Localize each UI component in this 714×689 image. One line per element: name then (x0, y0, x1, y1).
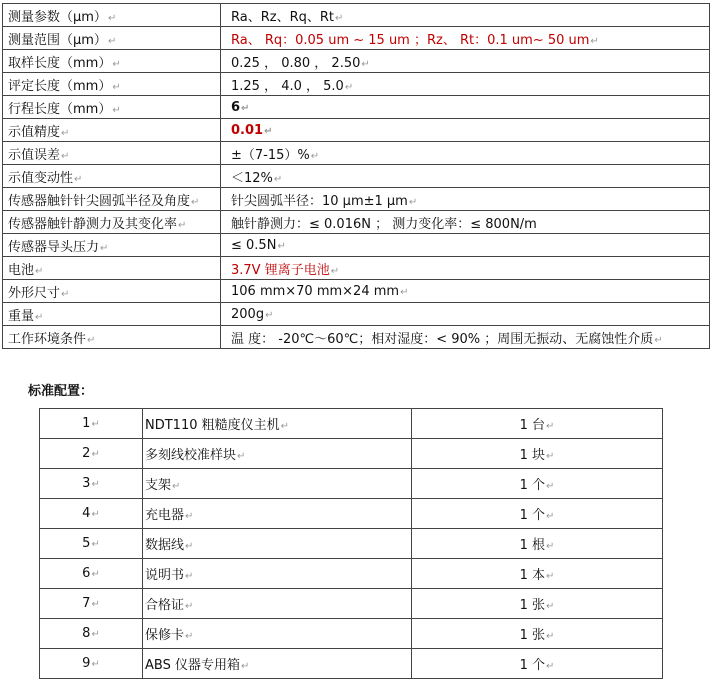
spec-label: 测量参数（μm）↵ (3, 4, 221, 27)
table-row (40, 649, 663, 679)
spec-label: 示值精度↵ (3, 119, 221, 142)
table-row (3, 27, 710, 50)
table-row (3, 303, 710, 326)
spec-value: Ra、Rz、Rq、Rt↵ (221, 4, 710, 27)
item-quantity: 1 根↵ (412, 529, 663, 559)
table-row (3, 50, 710, 73)
item-quantity: 1 台↵ (412, 409, 663, 439)
table-row (3, 73, 710, 96)
item-number: 5↵ (40, 529, 143, 559)
item-number: 1↵ (40, 409, 143, 439)
item-name: 合格证↵ (143, 589, 412, 619)
spec-label: 传感器触针静测力及其变化率↵ (3, 211, 221, 234)
spec-label: 工作环境条件↵ (3, 326, 221, 349)
table-row (3, 4, 710, 27)
spec-value: 针尖圆弧半径：10 μm±1 μm↵ (221, 188, 710, 211)
table-row (3, 211, 710, 234)
item-number: 2↵ (40, 439, 143, 469)
item-number: 3↵ (40, 469, 143, 499)
table-row (40, 439, 663, 469)
table-row (40, 409, 663, 439)
spec-label: 电池↵ (3, 257, 221, 280)
item-number: 8↵ (40, 619, 143, 649)
item-name: 支架↵ (143, 469, 412, 499)
spec-value: ±（7-15）%↵ (221, 142, 710, 165)
spec-label: 外形尺寸↵ (3, 280, 221, 303)
table-row (40, 469, 663, 499)
table-row (40, 559, 663, 589)
spec-value: 触针静测力：≤ 0.016N ； 测力变化率：≤ 800N/m (221, 211, 710, 234)
item-number: 7↵ (40, 589, 143, 619)
table-row (3, 257, 710, 280)
spec-label: 取样长度（mm）↵ (3, 50, 221, 73)
table-row (40, 499, 663, 529)
spec-value: 6↵ (221, 96, 710, 119)
table-row (3, 142, 710, 165)
spec-value: 106 mm×70 mm×24 mm↵ (221, 280, 710, 303)
table-row (3, 165, 710, 188)
spec-table (2, 3, 710, 349)
table-row (3, 96, 710, 119)
spec-value: Ra、 Rq：0.05 um ~ 15 um ；Rz、 Rt：0.1 um~ 50 um↵ (221, 27, 710, 50)
spec-value: 200g↵ (221, 303, 710, 326)
standard-config-heading: 标准配置： (28, 384, 94, 399)
spec-label: 行程长度（mm）↵ (3, 96, 221, 119)
item-quantity: 1 张↵ (412, 589, 663, 619)
item-quantity: 1 个↵ (412, 649, 663, 679)
standard-config-table (39, 408, 663, 679)
item-name: 充电器↵ (143, 499, 412, 529)
item-name: NDT110 粗糙度仪主机↵ (143, 409, 412, 439)
table-row (3, 119, 710, 142)
spec-value: 0.01↵ (221, 119, 710, 142)
item-number: 6↵ (40, 559, 143, 589)
item-quantity: 1 块↵ (412, 439, 663, 469)
item-quantity: 1 个↵ (412, 499, 663, 529)
spec-value: ≤ 0.5N↵ (221, 234, 710, 257)
table-row (40, 619, 663, 649)
item-name: 保修卡↵ (143, 619, 412, 649)
item-name: ABS 仪器专用箱↵ (143, 649, 412, 679)
spec-label: 传感器导头压力↵ (3, 234, 221, 257)
spec-value: ＜12%↵ (221, 165, 710, 188)
table-row (3, 326, 710, 349)
spec-value: 温 度： -20℃～60℃；相对湿度：< 90% ；周围无振动、无腐蚀性介质↵ (221, 326, 710, 349)
table-row (40, 589, 663, 619)
table-row (3, 234, 710, 257)
spec-label: 传感器触针针尖圆弧半径及角度↵ (3, 188, 221, 211)
item-quantity: 1 本↵ (412, 559, 663, 589)
spec-label: 示值变动性↵ (3, 165, 221, 188)
table-row (40, 529, 663, 559)
item-name: 数据线↵ (143, 529, 412, 559)
spec-label: 示值误差↵ (3, 142, 221, 165)
spec-value: 0.25 ， 0.80 ， 2.50↵ (221, 50, 710, 73)
item-quantity: 1 张↵ (412, 619, 663, 649)
item-number: 9↵ (40, 649, 143, 679)
item-quantity: 1 个↵ (412, 469, 663, 499)
spec-value: 1.25 ， 4.0 ， 5.0↵ (221, 73, 710, 96)
spec-label: 测量范围（μm）↵ (3, 27, 221, 50)
spec-value: 3.7V 锂离子电池↵ (221, 257, 710, 280)
item-name: 多刻线校准样块↵ (143, 439, 412, 469)
item-name: 说明书↵ (143, 559, 412, 589)
table-row (3, 280, 710, 303)
item-number: 4↵ (40, 499, 143, 529)
spec-label: 重量↵ (3, 303, 221, 326)
table-row (3, 188, 710, 211)
spec-label: 评定长度（mm）↵ (3, 73, 221, 96)
